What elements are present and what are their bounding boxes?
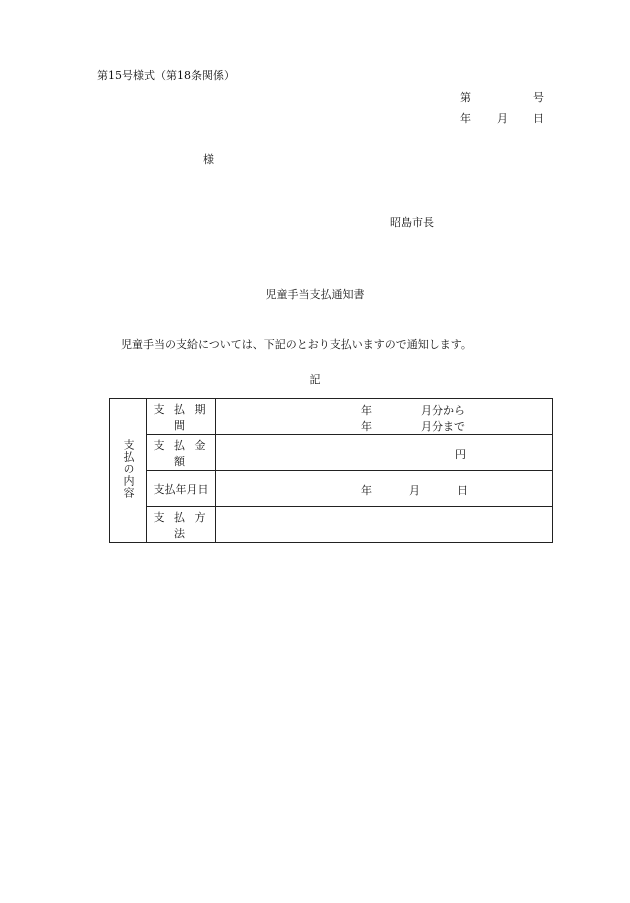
doc-no-prefix: 第 xyxy=(460,91,471,104)
date-day: 日 xyxy=(533,112,544,125)
form-number: 第15号様式（第18条関係） xyxy=(97,69,235,82)
body-text: 児童手当の支給については、下記のとおり支払いますので通知します。 xyxy=(121,338,472,351)
period-from-month: 月分から xyxy=(421,404,465,417)
value-amount xyxy=(216,435,553,471)
label-date: 支払年月日 xyxy=(147,471,216,507)
doc-no-suffix: 号 xyxy=(533,91,544,104)
recipient-suffix: 様 xyxy=(203,153,214,166)
side-label: 支払の内容 xyxy=(122,439,135,499)
date-year-cell: 年 xyxy=(361,484,372,497)
value-method xyxy=(216,507,553,543)
label-period: 支 払 期 間 xyxy=(147,399,216,435)
date-month: 月 xyxy=(497,112,508,125)
sender: 昭島市長 xyxy=(390,216,434,229)
date-year: 年 xyxy=(460,112,471,125)
date-day-cell: 日 xyxy=(457,484,468,497)
value-period xyxy=(216,399,553,435)
date-month-cell: 月 xyxy=(409,484,420,497)
label-amount: 支 払 金 額 xyxy=(147,435,216,471)
document-title: 児童手当支払通知書 xyxy=(265,288,365,301)
row-amount xyxy=(110,435,553,471)
payment-details-table xyxy=(109,398,553,543)
label-method: 支 払 方 法 xyxy=(147,507,216,543)
row-period xyxy=(110,399,553,435)
row-method xyxy=(110,507,553,543)
side-label-cell xyxy=(110,399,147,543)
period-to-month: 月分まで xyxy=(421,420,465,433)
period-to-year: 年 xyxy=(361,420,372,433)
period-from-year: 年 xyxy=(361,404,372,417)
ki-heading: 記 xyxy=(309,373,321,386)
value-date xyxy=(216,471,553,507)
amount-unit: 円 xyxy=(455,448,466,461)
row-date xyxy=(110,471,553,507)
